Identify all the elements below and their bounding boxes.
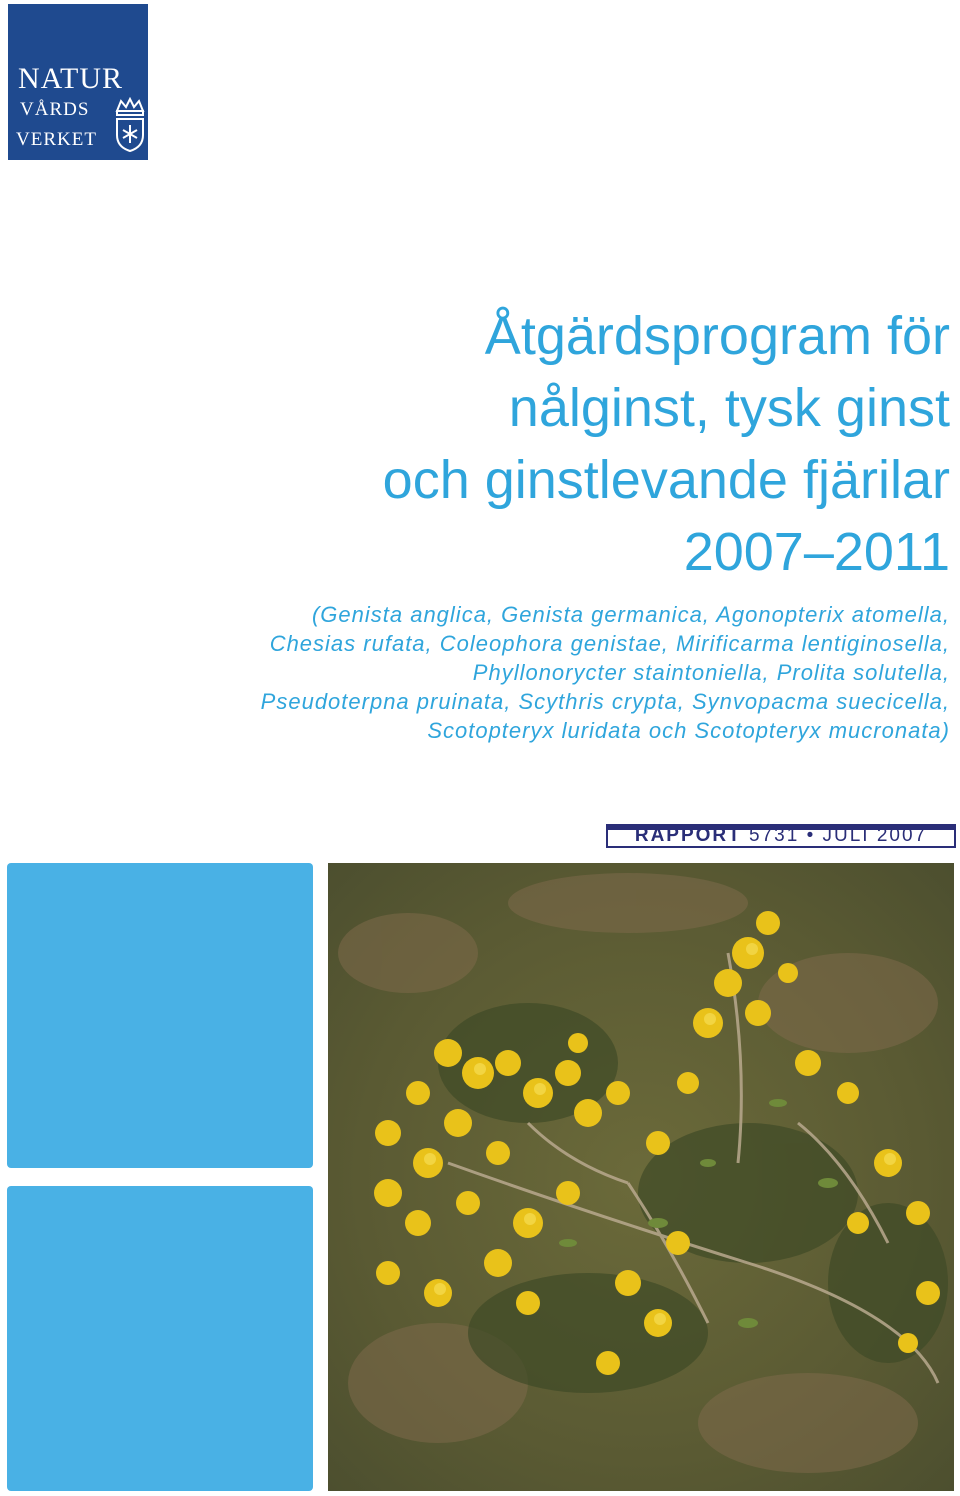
- title-line-1: Åtgärdsprogram för: [484, 306, 950, 366]
- species-list: [50, 600, 950, 745]
- species-line-5: Scotopteryx luridata och Scotopteryx mucronata): [427, 718, 950, 743]
- logo-line-2: VÅRDS: [20, 99, 90, 120]
- species-line-4: Pseudoterpna pruinata, Scythris crypta, Synvopacma suecicella,: [260, 689, 950, 714]
- logo-line-1: NATUR: [18, 62, 124, 95]
- decorative-panel-bottom: [7, 1186, 313, 1491]
- title-line-3: och ginstlevande fjärilar: [382, 450, 950, 510]
- report-label: RAPPORT: [634, 825, 742, 846]
- report-title: [150, 300, 950, 588]
- crown-shield-icon: [113, 97, 147, 153]
- logo-line-3: VERKET: [16, 129, 97, 150]
- species-line-3: Phyllonorycter staintoniella, Prolita solutella,: [472, 660, 950, 685]
- photo-illustration: [328, 863, 954, 1491]
- title-line-4: 2007–2011: [683, 522, 950, 582]
- naturvardsverket-logo: [8, 4, 148, 160]
- title-line-2: nålginst, tysk ginst: [508, 378, 950, 438]
- decorative-panel-top: [7, 863, 313, 1168]
- flowering-broom-photo: [328, 863, 954, 1491]
- species-line-2: Chesias rufata, Coleophora genistae, Mirificarma lentiginosella,: [269, 631, 950, 656]
- report-number: [606, 823, 956, 849]
- report-number-date: 5731 • JULI 2007: [741, 825, 928, 846]
- species-line-1: (Genista anglica, Genista germanica, Agonopterix atomella,: [311, 602, 950, 627]
